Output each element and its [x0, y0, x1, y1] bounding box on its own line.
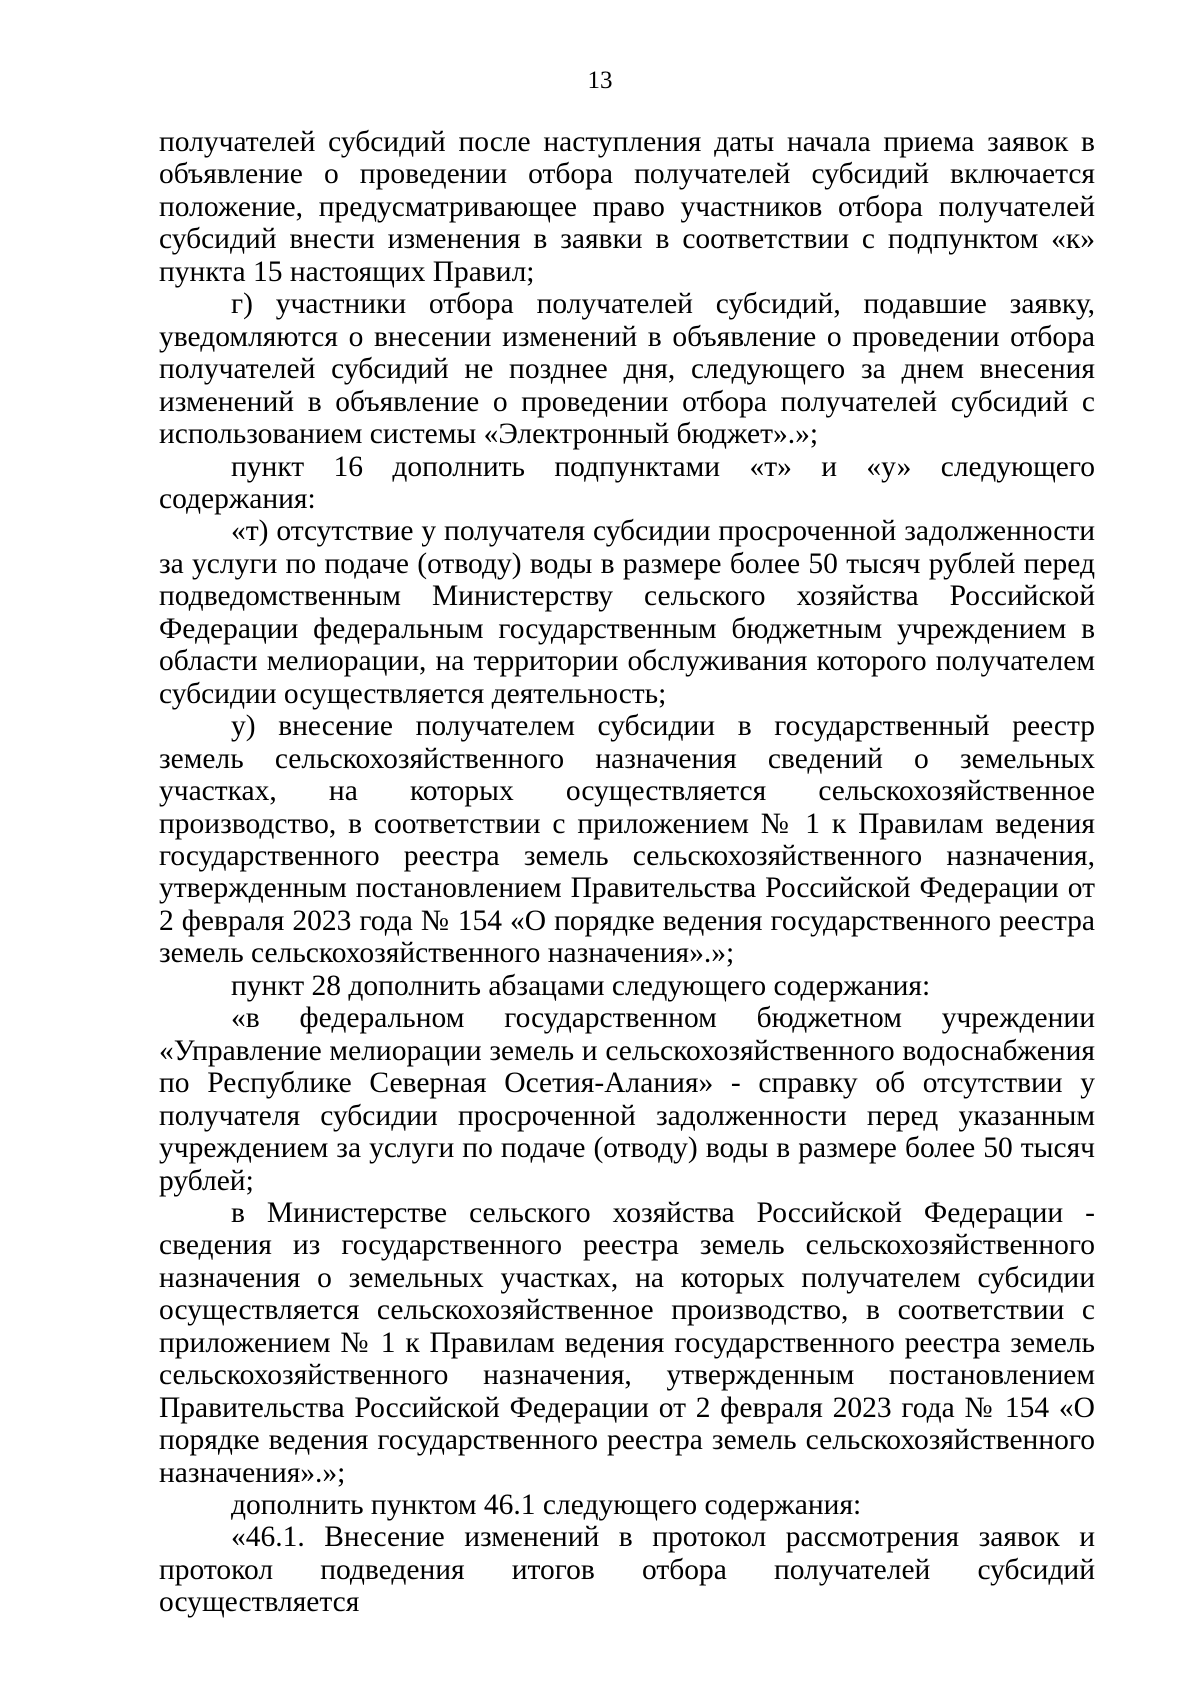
paragraph: «в федеральном государственном бюджетном учреждении «Управление мелиорации земель и сельскохозяйственного водоснабжения по Республике Северная Осетия-Алания» - справку об отсутствии у получателя субсидии просроченной задолженности перед указанным учреждением за услуги по подаче (отводу) воды в размере более 50 тысяч рублей; — [159, 1002, 1095, 1197]
paragraph: дополнить пунктом 46.1 следующего содержания: — [231, 1489, 862, 1522]
paragraph: у) внесение получателем субсидии в государственный реестр земель сельскохозяйственного назначения сведений о земельных участках, на которых осуществляется сельскохозяйственное производство, в соответствии с приложением № 1 к Правилам ведения государственного реестра земель сельскохозяйственного назначения, утвержденным постановлением Правительства Российской Федерации от 2 февраля 2023 года № 154 «О порядке ведения государственного реестра земель сельскохозяйственного назначения».»; — [159, 710, 1095, 970]
paragraph: «т) отсутствие у получателя субсидии просроченной задолженности за услуги по подаче (отводу) воды в размере более 50 тысяч рублей перед подведомственным Министерству сельского хозяйства Российской Федерации федеральным государственным бюджетным учреждением в области мелиорации, на территории обслуживания которого получателем субсидии осуществляется деятельность; — [159, 515, 1095, 710]
paragraph: «46.1. Внесение изменений в протокол рассмотрения заявок и протокол подведения итогов отбора получателей субсидий осуществляется — [159, 1521, 1095, 1619]
page-number: 13 — [587, 67, 613, 94]
paragraph: в Министерстве сельского хозяйства Российской Федерации - сведения из государственного реестра земель сельскохозяйственного назначения о земельных участках, на которых получателем субсидии осуществляется сельскохозяйственное производство, в соответствии с приложением № 1 к Правилам ведения государственного реестра земель сельскохозяйственного назначения, утвержденным постановлением Правительства Российской Федерации от 2 февраля 2023 года № 154 «О порядке ведения государственного реестра земель сельскохозяйственного назначения».»; — [159, 1196, 1095, 1489]
document-body — [159, 126, 1095, 1619]
paragraph: г) участники отбора получателей субсидий, подавшие заявку, уведомляются о внесении изменений в объявление о проведении отбора получателей субсидий не позднее дня, следующего за днем внесения изменений в объявление о проведении отбора получателей субсидий с использованием системы «Электронный бюджет».»; — [159, 288, 1095, 451]
paragraph: пункт 16 дополнить подпунктами «т» и «у» следующего содержания: — [159, 450, 1095, 515]
paragraph: пункт 28 дополнить абзацами следующего содержания: — [231, 969, 931, 1002]
paragraph: получателей субсидий после наступления даты начала приема заявок в объявление о проведении отбора получателей субсидий включается положение, предусматривающее право участников отбора получателей субсидий внести изменения в заявки в соответствии с подпунктом «к» пункта 15 настоящих Правил; — [159, 126, 1095, 288]
